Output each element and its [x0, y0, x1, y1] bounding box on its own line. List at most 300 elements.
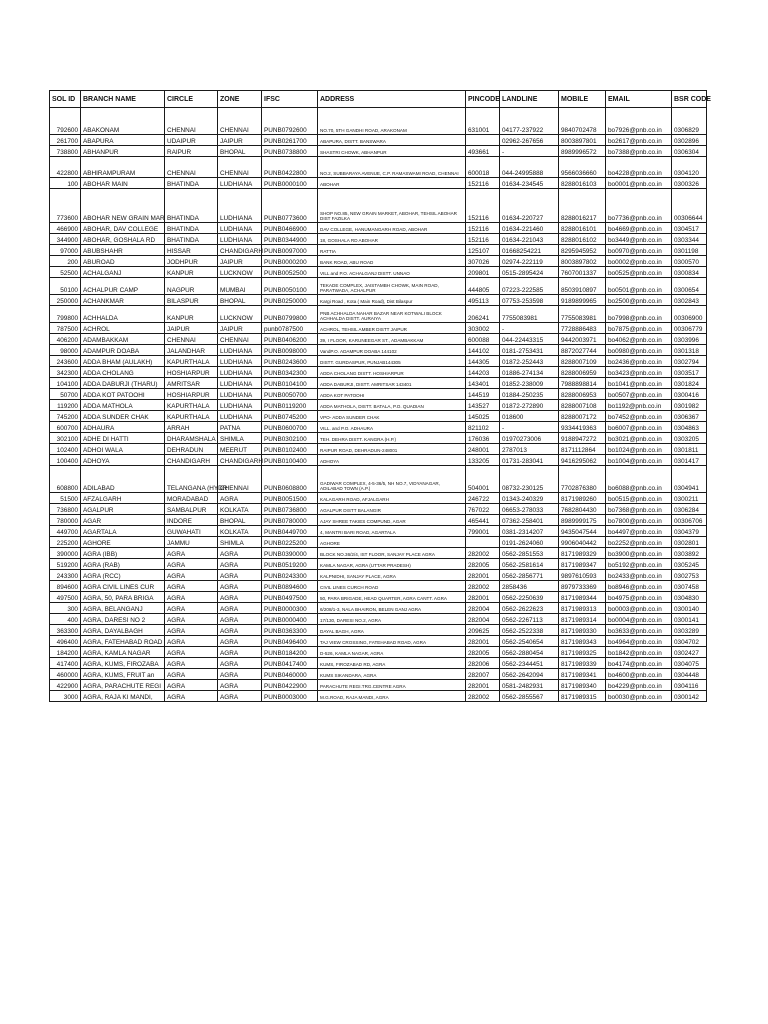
cell-address: BANK ROAD, ABU ROAD: [318, 256, 466, 267]
cell-mobile: 9435047544: [559, 526, 606, 537]
cell-mobile: 8288006953: [559, 389, 606, 400]
cell-landline: 02974-222119: [500, 256, 559, 267]
cell-sol-id: 342300: [50, 367, 81, 378]
cell-landline: 7755083981: [500, 306, 559, 323]
cell-email: bo4497@pnb.co.in: [606, 526, 672, 537]
cell-bsr-code: 0300654: [672, 278, 707, 295]
cell-mobile: 8171989329: [559, 548, 606, 559]
cell-mobile: 9188947272: [559, 433, 606, 444]
cell-landline: -: [500, 146, 559, 157]
cell-landline: 0581-2482931: [500, 680, 559, 691]
cell-ifsc: PUNB0000300: [262, 603, 318, 614]
cell-landline: 0381-2314207: [500, 526, 559, 537]
cell-branch-name: AGRA CIVIL LINES CUR: [81, 581, 165, 592]
cell-sol-id: 449700: [50, 526, 81, 537]
cell-address: AGALPUR DISTT BALANGIR: [318, 504, 466, 515]
table-row: [50, 466, 707, 493]
cell-bsr-code: 0302794: [672, 356, 707, 367]
cell-bsr-code: 0301982: [672, 400, 707, 411]
cell-zone: LUDHIANA: [218, 178, 262, 189]
cell-circle: CHENNAI: [165, 108, 218, 135]
cell-pincode: 282002: [466, 548, 500, 559]
cell-mobile: 7702876380: [559, 466, 606, 493]
table-row: [50, 455, 707, 466]
cell-email: bo7368@pnb.co.in: [606, 504, 672, 515]
cell-circle: BHATINDA: [165, 234, 218, 245]
cell-mobile: 8171989260: [559, 493, 606, 504]
table-row: [50, 334, 707, 345]
cell-circle: AGRA: [165, 658, 218, 669]
cell-bsr-code: 0303892: [672, 548, 707, 559]
cell-branch-name: AGRA, KAMLA NAGAR: [81, 647, 165, 658]
cell-sol-id: 496400: [50, 636, 81, 647]
cell-sol-id: 738800: [50, 146, 81, 157]
cell-mobile: 8288016101: [559, 223, 606, 234]
cell-landline: 2858436: [500, 581, 559, 592]
cell-branch-name: AGRA, BELANGANJ: [81, 603, 165, 614]
cell-pincode: 282001: [466, 592, 500, 603]
cell-branch-name: ACHALPUR CAMP: [81, 278, 165, 295]
cell-address: 6/208/1-3, NALA BHAIRON, BELEN GANJ AGRA: [318, 603, 466, 614]
cell-bsr-code: 00306779: [672, 323, 707, 334]
table-row: [50, 411, 707, 422]
cell-pincode: 504001: [466, 466, 500, 493]
cell-email: bo0525@pnb.co.in: [606, 267, 672, 278]
cell-email: bo2433@pnb.co.in: [606, 570, 672, 581]
cell-email: bo4669@pnb.co.in: [606, 223, 672, 234]
cell-branch-name: AGRA, KUMS, FIROZABA: [81, 658, 165, 669]
table-row: [50, 559, 707, 570]
cell-pincode: 444805: [466, 278, 500, 295]
cell-email: bo8946@pnb.co.in: [606, 581, 672, 592]
cell-pincode: 152116: [466, 234, 500, 245]
cell-mobile: 9189899965: [559, 295, 606, 306]
header-row: [50, 91, 707, 108]
cell-sol-id: 3000: [50, 691, 81, 702]
cell-address: TEKADE COMPLEX, JAISTAMBH CHOWK, MAIN ROAD, PARATWADA, ACHALPUR: [318, 278, 466, 295]
cell-zone: LUDHIANA: [218, 400, 262, 411]
cell-mobile: 8288016217: [559, 189, 606, 223]
cell-circle: AGRA: [165, 669, 218, 680]
cell-sol-id: 119200: [50, 400, 81, 411]
cell-branch-name: ABUBSHAHR: [81, 245, 165, 256]
cell-sol-id: 608800: [50, 466, 81, 493]
table-row: [50, 603, 707, 614]
cell-branch-name: AGARTALA: [81, 526, 165, 537]
cell-pincode: 821102: [466, 422, 500, 433]
cell-address: ADDA CHOLANG DISTT. HOSHIARPUR: [318, 367, 466, 378]
cell-zone: LUDHIANA: [218, 223, 262, 234]
cell-address: RATTIA: [318, 245, 466, 256]
cell-pincode: 282006: [466, 658, 500, 669]
branch-sheet: [49, 90, 711, 924]
cell-ifsc: punb0787500: [262, 323, 318, 334]
cell-address: 39, I FLOOR, KARUNEEGAR ST., ADAMBAKKAM: [318, 334, 466, 345]
cell-circle: RAIPUR: [165, 146, 218, 157]
cell-address: DAV COLLEGE, HANUMANGARH ROAD, ABOHAR: [318, 223, 466, 234]
cell-email: bo1192@pnb.co.in: [606, 400, 672, 411]
cell-zone: JAIPUR: [218, 323, 262, 334]
cell-ifsc: PUNB0000400: [262, 614, 318, 625]
cell-landline: 01852-238009: [500, 378, 559, 389]
cell-zone: AGRA: [218, 493, 262, 504]
cell-landline: -: [500, 422, 559, 433]
table-row: [50, 108, 707, 135]
cell-mobile: 8171989339: [559, 658, 606, 669]
table-row: [50, 345, 707, 356]
col-header-bsr-code: BSR CODE: [672, 91, 707, 108]
cell-landline: 0562-2522338: [500, 625, 559, 636]
cell-zone: LUDHIANA: [218, 345, 262, 356]
cell-ifsc: PUNB0736800: [262, 504, 318, 515]
cell-pincode: 206241: [466, 306, 500, 323]
cell-mobile: 8171989330: [559, 625, 606, 636]
cell-bsr-code: 0304448: [672, 669, 707, 680]
cell-circle: CHENNAI: [165, 334, 218, 345]
cell-zone: BHOPAL: [218, 146, 262, 157]
cell-email: bo7452@pnb.co.in: [606, 411, 672, 422]
cell-landline: 044-22443315: [500, 334, 559, 345]
table-row: [50, 658, 707, 669]
cell-zone: JAIPUR: [218, 135, 262, 146]
cell-email: bo5192@pnb.co.in: [606, 559, 672, 570]
cell-circle: JAIPUR: [165, 323, 218, 334]
cell-pincode: 152116: [466, 223, 500, 234]
table-row: [50, 422, 707, 433]
table-row: [50, 614, 707, 625]
table-row: [50, 625, 707, 636]
cell-landline: 0562-2344451: [500, 658, 559, 669]
cell-branch-name: ABHANPUR: [81, 146, 165, 157]
cell-ifsc: PUNB0363300: [262, 625, 318, 636]
cell-mobile: 8171989343: [559, 636, 606, 647]
table-row: [50, 537, 707, 548]
cell-sol-id: 102400: [50, 444, 81, 455]
cell-bsr-code: 0301811: [672, 444, 707, 455]
cell-sol-id: 344900: [50, 234, 81, 245]
cell-email: bo0003@pnb.co.in: [606, 603, 672, 614]
cell-email: bo1842@pnb.co.in: [606, 647, 672, 658]
table-row: [50, 669, 707, 680]
cell-mobile: 8989999175: [559, 515, 606, 526]
cell-address: SHASTRI CHOWK, ABHANPUR: [318, 146, 466, 157]
col-header-branch-name: BRANCH NAME: [81, 91, 165, 108]
cell-bsr-code: 00306644: [672, 189, 707, 223]
col-header-pincode: PINCODE: [466, 91, 500, 108]
cell-mobile: 9897610593: [559, 570, 606, 581]
cell-mobile: 8288016103: [559, 178, 606, 189]
cell-bsr-code: 0304120: [672, 157, 707, 178]
cell-landline: 07223-222585: [500, 278, 559, 295]
cell-mobile: 7988898814: [559, 378, 606, 389]
col-header-mobile: MOBILE: [559, 91, 606, 108]
cell-branch-name: AGRA, RAJA KI MANDI,: [81, 691, 165, 702]
cell-address: ABOHAR: [318, 178, 466, 189]
col-header-address: ADDRESS: [318, 91, 466, 108]
cell-email: bo4975@pnb.co.in: [606, 592, 672, 603]
cell-email: bo7926@pnb.co.in: [606, 108, 672, 135]
cell-ifsc: PUNB0390000: [262, 548, 318, 559]
table-row: [50, 389, 707, 400]
cell-sol-id: 104100: [50, 378, 81, 389]
cell-sol-id: 250000: [50, 295, 81, 306]
cell-circle: BHATINDA: [165, 178, 218, 189]
cell-ifsc: PUNB0460000: [262, 669, 318, 680]
cell-sol-id: 780000: [50, 515, 81, 526]
cell-email: bo1004@pnb.co.in: [606, 455, 672, 466]
cell-zone: AGRA: [218, 625, 262, 636]
table-row: [50, 647, 707, 658]
col-header-sol-id: SOL ID: [50, 91, 81, 108]
cell-branch-name: AGRA, 50, PARA BRIGA: [81, 592, 165, 603]
cell-bsr-code: 0300141: [672, 614, 707, 625]
col-header-landline: LANDLINE: [500, 91, 559, 108]
cell-mobile: 8003897801: [559, 135, 606, 146]
cell-branch-name: AGAR: [81, 515, 165, 526]
cell-mobile: 8503910897: [559, 278, 606, 295]
cell-landline: 01872-272890: [500, 400, 559, 411]
cell-bsr-code: 0300142: [672, 691, 707, 702]
cell-zone: LUDHIANA: [218, 189, 262, 223]
cell-branch-name: ABAKONAM: [81, 108, 165, 135]
cell-sol-id: 98000: [50, 345, 81, 356]
cell-mobile: 8288006959: [559, 367, 606, 378]
cell-landline: 0562-2851553: [500, 548, 559, 559]
cell-address: AJAY SHREE TAKIES COMPUND, AGAR: [318, 515, 466, 526]
cell-email: bo7998@pnb.co.in: [606, 306, 672, 323]
cell-email: bo3021@pnb.co.in: [606, 433, 672, 444]
cell-landline: 07753-253598: [500, 295, 559, 306]
cell-email: bo7736@pnb.co.in: [606, 189, 672, 223]
cell-landline: 0191-2624060: [500, 537, 559, 548]
cell-ifsc: PUNB0261700: [262, 135, 318, 146]
cell-pincode: 143527: [466, 400, 500, 411]
cell-bsr-code: 0302427: [672, 647, 707, 658]
cell-ifsc: PUNB0792600: [262, 108, 318, 135]
cell-ifsc: PUNB0745200: [262, 411, 318, 422]
cell-address: ADDA MATHOLA, DISTT. BATALA, P.O. QUADIAN: [318, 400, 466, 411]
cell-ifsc: PUNB0600700: [262, 422, 318, 433]
cell-ifsc: PUNB0225200: [262, 537, 318, 548]
cell-landline: 08732-230125: [500, 466, 559, 493]
cell-sol-id: 184200: [50, 647, 81, 658]
cell-branch-name: ABOHAR, GOSHALA RD: [81, 234, 165, 245]
cell-branch-name: ABOHAR NEW GRAIN MAR: [81, 189, 165, 223]
cell-sol-id: 50100: [50, 278, 81, 295]
cell-address: AGHORE: [318, 537, 466, 548]
cell-bsr-code: 0300570: [672, 256, 707, 267]
cell-branch-name: ADDA KOT PATOOHI: [81, 389, 165, 400]
cell-zone: KOLKATA: [218, 504, 262, 515]
cell-zone: CHANDIGARH: [218, 245, 262, 256]
cell-sol-id: 497500: [50, 592, 81, 603]
cell-landline: 0562-2855567: [500, 691, 559, 702]
cell-email: bo0970@pnb.co.in: [606, 245, 672, 256]
cell-ifsc: PUNB0003000: [262, 691, 318, 702]
cell-address: GADIWAR COMPLEX, 4-5-36/5, NH NO.7, VIDYANAGAR, ADILABAD TOWN (A.P.): [318, 466, 466, 493]
cell-sol-id: 400: [50, 614, 81, 625]
cell-landline: 01884-250235: [500, 389, 559, 400]
cell-ifsc: PUNB0608800: [262, 466, 318, 493]
cell-pincode: 144102: [466, 345, 500, 356]
cell-circle: CHANDIGARH: [165, 455, 218, 466]
cell-circle: HISSAR: [165, 245, 218, 256]
cell-zone: AGRA: [218, 680, 262, 691]
cell-pincode: 465441: [466, 515, 500, 526]
cell-email: bo0980@pnb.co.in: [606, 345, 672, 356]
table-row: [50, 504, 707, 515]
cell-sol-id: 51500: [50, 493, 81, 504]
cell-bsr-code: 0301824: [672, 378, 707, 389]
cell-pincode: 631001: [466, 108, 500, 135]
cell-ifsc: PUNB0052500: [262, 267, 318, 278]
cell-ifsc: PUNB0243600: [262, 356, 318, 367]
cell-sol-id: 466900: [50, 223, 81, 234]
cell-circle: HOSHIARPUR: [165, 389, 218, 400]
cell-branch-name: ADDA DABURJI (THARU): [81, 378, 165, 389]
cell-landline: 07362-258401: [500, 515, 559, 526]
cell-sol-id: 422900: [50, 680, 81, 691]
cell-mobile: 8288007108: [559, 400, 606, 411]
cell-email: bo3633@pnb.co.in: [606, 625, 672, 636]
cell-ifsc: PUNB0050100: [262, 278, 318, 295]
cell-sol-id: 100400: [50, 455, 81, 466]
cell-zone: LUCKNOW: [218, 306, 262, 323]
cell-zone: PATNA: [218, 422, 262, 433]
table-row: [50, 278, 707, 295]
cell-landline: 01634-220727: [500, 189, 559, 223]
cell-ifsc: PUNB0100400: [262, 455, 318, 466]
cell-bsr-code: 0300416: [672, 389, 707, 400]
cell-bsr-code: 0301318: [672, 345, 707, 356]
cell-email: bo7800@pnb.co.in: [606, 515, 672, 526]
table-row: [50, 295, 707, 306]
cell-pincode: 282005: [466, 559, 500, 570]
cell-address: NO.2, SUBBARAYA AVENUE, C.P. RAMASWAMI ROAD, CHENNAI: [318, 157, 466, 178]
cell-ifsc: PUNB0406200: [262, 334, 318, 345]
cell-pincode: 248001: [466, 444, 500, 455]
cell-bsr-code: 0304116: [672, 680, 707, 691]
cell-address: KUMS SIKANDARA, AGRA: [318, 669, 466, 680]
cell-bsr-code: 0303205: [672, 433, 707, 444]
table-row: [50, 636, 707, 647]
cell-address: KUMS, FIROZABAD RD, AGRA: [318, 658, 466, 669]
col-header-zone: ZONE: [218, 91, 262, 108]
cell-ifsc: PUNB0097000: [262, 245, 318, 256]
cell-circle: AGRA: [165, 581, 218, 592]
cell-sol-id: 200: [50, 256, 81, 267]
cell-ifsc: PUNB0342300: [262, 367, 318, 378]
cell-sol-id: 50700: [50, 389, 81, 400]
cell-mobile: 8171989340: [559, 680, 606, 691]
cell-email: bo0004@pnb.co.in: [606, 614, 672, 625]
cell-ifsc: PUNB0243300: [262, 570, 318, 581]
cell-landline: 0562-2642094: [500, 669, 559, 680]
cell-circle: AGRA: [165, 603, 218, 614]
cell-branch-name: ADHOYA: [81, 455, 165, 466]
cell-branch-name: ADDA MATHOLA: [81, 400, 165, 411]
cell-pincode: 799001: [466, 526, 500, 537]
cell-mobile: 7728886483: [559, 323, 606, 334]
cell-branch-name: AGALPUR: [81, 504, 165, 515]
cell-circle: HOSHIARPUR: [165, 367, 218, 378]
cell-zone: CHENNAI: [218, 157, 262, 178]
cell-zone: CHENNAI: [218, 108, 262, 135]
table-row: [50, 178, 707, 189]
cell-zone: CHENNAI: [218, 466, 262, 493]
cell-zone: LUDHIANA: [218, 389, 262, 400]
cell-ifsc: PUNB0799800: [262, 306, 318, 323]
cell-pincode: 282002: [466, 691, 500, 702]
cell-email: bo3449@pnb.co.in: [606, 234, 672, 245]
cell-email: bo4062@pnb.co.in: [606, 334, 672, 345]
cell-email: bo6088@pnb.co.in: [606, 466, 672, 493]
col-header-email: EMAIL: [606, 91, 672, 108]
cell-zone: AGRA: [218, 636, 262, 647]
cell-mobile: 8872027744: [559, 345, 606, 356]
cell-circle: SAMBALPUR: [165, 504, 218, 515]
cell-ifsc: PUNB0344900: [262, 234, 318, 245]
cell-circle: JAMMU: [165, 537, 218, 548]
cell-zone: CHENNAI: [218, 334, 262, 345]
cell-pincode: 767022: [466, 504, 500, 515]
cell-sol-id: 52500: [50, 267, 81, 278]
cell-address: TEH. DEHRA DISTT. KANGRA (H.P.): [318, 433, 466, 444]
cell-landline: 0562-2267113: [500, 614, 559, 625]
cell-circle: NAGPUR: [165, 278, 218, 295]
cell-circle: DHARAMSHALA: [165, 433, 218, 444]
cell-branch-name: ACHALGANJ: [81, 267, 165, 278]
cell-landline: 01731-283041: [500, 455, 559, 466]
cell-pincode: 144305: [466, 356, 500, 367]
cell-address: CIVIL LINES CURCH ROAD: [318, 581, 466, 592]
cell-bsr-code: 0300140: [672, 603, 707, 614]
cell-email: bo0507@pnb.co.in: [606, 389, 672, 400]
cell-landline: 2787013: [500, 444, 559, 455]
cell-landline: 01872-252443: [500, 356, 559, 367]
cell-bsr-code: 0306284: [672, 504, 707, 515]
cell-pincode: 600088: [466, 334, 500, 345]
cell-email: bo0501@pnb.co.in: [606, 278, 672, 295]
cell-mobile: 9906040442: [559, 537, 606, 548]
cell-circle: KANPUR: [165, 306, 218, 323]
cell-sol-id: 300: [50, 603, 81, 614]
cell-branch-name: ABUROAD: [81, 256, 165, 267]
cell-address: ADHOYA: [318, 455, 466, 466]
cell-landline: 0562-2622623: [500, 603, 559, 614]
cell-landline: 04177-237922: [500, 108, 559, 135]
cell-email: bo2436@pnb.co.in: [606, 356, 672, 367]
cell-zone: AGRA: [218, 691, 262, 702]
cell-pincode: 282007: [466, 669, 500, 680]
cell-branch-name: AGRA, DARESI NO 2: [81, 614, 165, 625]
cell-bsr-code: 00306900: [672, 306, 707, 323]
cell-pincode: 125107: [466, 245, 500, 256]
cell-zone: MEERUT: [218, 444, 262, 455]
cell-zone: SHIMLA: [218, 433, 262, 444]
cell-pincode: 144203: [466, 367, 500, 378]
cell-branch-name: AGRA (RCC): [81, 570, 165, 581]
cell-address: M.G.ROAD, RAJA MANDI, AGRA: [318, 691, 466, 702]
cell-pincode: 133205: [466, 455, 500, 466]
cell-mobile: 8288016102: [559, 234, 606, 245]
cell-sol-id: 773600: [50, 189, 81, 223]
cell-ifsc: PUNB0050700: [262, 389, 318, 400]
cell-zone: AGRA: [218, 614, 262, 625]
table-row: [50, 323, 707, 334]
cell-branch-name: ADILABAD: [81, 466, 165, 493]
cell-circle: GUWAHATI: [165, 526, 218, 537]
